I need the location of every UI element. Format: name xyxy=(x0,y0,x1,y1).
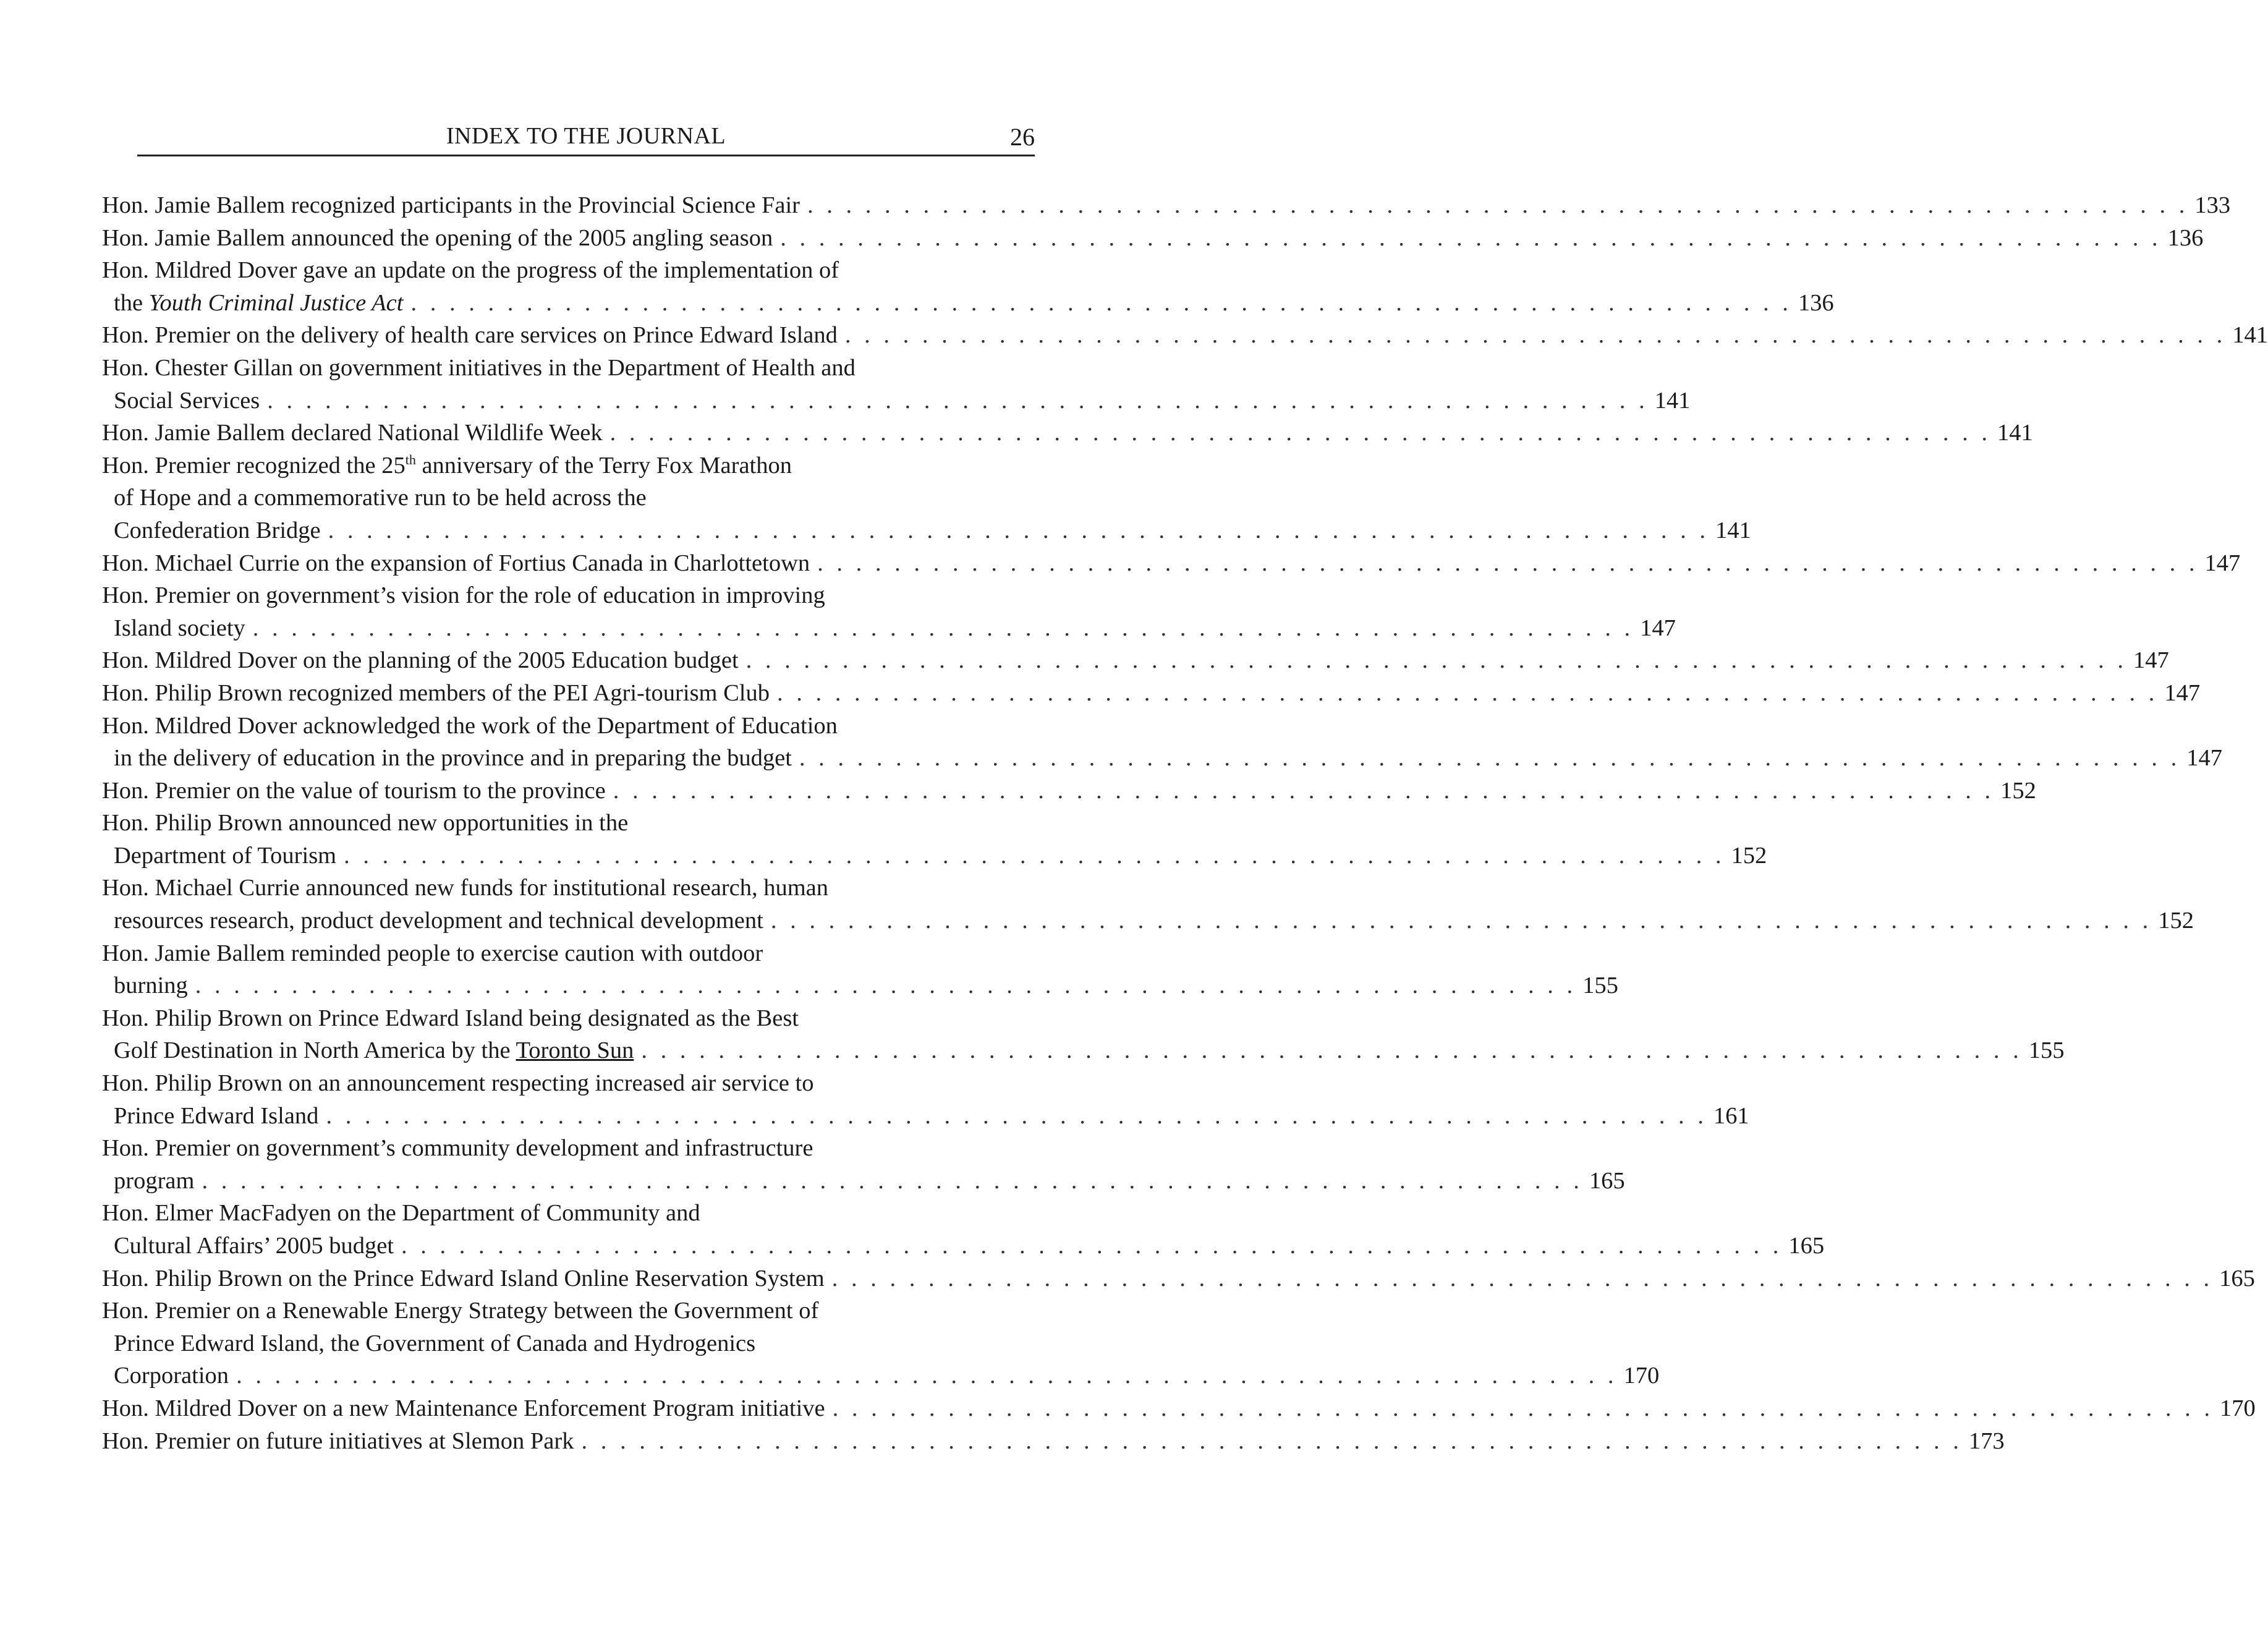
index-entry-line xyxy=(102,579,1035,612)
dot-leader: . . . . . . . . . . . . . . . . . . . . . . . . . . . . . . . . . . . . . . . . . . . . . . . . . . . . . . . . . . . . . . . . . . . . . . . . xyxy=(252,615,1634,641)
entry-text: Golf Destination in North America by the Toronto Sun xyxy=(114,1034,637,1067)
entry-text: program xyxy=(114,1165,198,1198)
entry-text: Social Services xyxy=(114,385,263,417)
index-entry xyxy=(102,449,1751,547)
index-entry xyxy=(102,222,2204,255)
dot-leader: . . . . . . . . . . . . . . . . . . . . . . . . . . . . . . . . . . . . . . . . . . . . . . . . . . . . . . . . . . . . . . . . . . . . . . . . xyxy=(770,908,2152,934)
index-entry-line xyxy=(102,1002,1035,1035)
index-entry xyxy=(102,1262,2255,1295)
index-entry-line xyxy=(102,482,1035,514)
index-entry xyxy=(102,1067,1749,1132)
entry-text: Hon. Premier on the delivery of health care services on Prince Edward Island xyxy=(102,319,841,352)
entry-page-number: 133 xyxy=(2192,189,2230,222)
entry-page-number: 155 xyxy=(2026,1034,2065,1067)
index-entry-line xyxy=(102,1034,2065,1067)
entry-text: burning xyxy=(114,969,192,1002)
entry-page-number: 155 xyxy=(1580,969,1618,1002)
index-entry xyxy=(102,547,2241,580)
entry-text: Department of Tourism xyxy=(114,840,340,872)
dot-leader: . . . . . . . . . . . . . . . . . . . . . . . . . . . . . . . . . . . . . . . . . . . . . . . . . . . . . . . . . . . . . . . . . . . . . . . . xyxy=(832,1395,2214,1421)
entry-text: Hon. Philip Brown announced new opportunities in the xyxy=(102,807,632,840)
index-entry-line xyxy=(102,1327,1035,1360)
index-entry xyxy=(102,1197,1825,1262)
entry-text: Hon. Jamie Ballem reminded people to exercise caution with outdoor xyxy=(102,937,767,970)
dot-leader: . . . . . . . . . . . . . . . . . . . . . . . . . . . . . . . . . . . . . . . . . . . . . . . . . . . . . . . . . . . . . . . . . . . . . . . . xyxy=(326,1102,1707,1129)
dot-leader: . . . . . . . . . . . . . . . . . . . . . . . . . . . . . . . . . . . . . . . . . . . . . . . . . . . . . . . . . . . . . . . . . . . . . . . . xyxy=(401,1233,1783,1259)
act-title: Youth Criminal Justice Act xyxy=(148,289,404,316)
entry-page-number: 170 xyxy=(1621,1360,1659,1392)
index-entry xyxy=(102,1392,2256,1425)
entry-page-number: 170 xyxy=(2217,1392,2256,1425)
index-entry xyxy=(102,1425,2005,1458)
entry-page-number: 152 xyxy=(1729,840,1767,872)
dot-leader: . . . . . . . . . . . . . . . . . . . . . . . . . . . . . . . . . . . . . . . . . . . . . . . . . . . . . . . . . . . . . . . . . . . . . . . . xyxy=(581,1428,1963,1454)
entry-page-number: 136 xyxy=(1796,287,1834,320)
index-entry xyxy=(102,1132,1625,1197)
entry-page-number: 161 xyxy=(1711,1100,1749,1133)
entry-text: Hon. Philip Brown on an announcement respecting increased air service to xyxy=(102,1067,817,1100)
index-entry-line xyxy=(102,1230,1825,1262)
entry-page-number: 141 xyxy=(1995,417,2033,449)
index-entry-line xyxy=(102,775,2036,807)
entry-text: Hon. Chester Gillan on government initiatives in the Department of Health and xyxy=(102,352,859,385)
index-entry xyxy=(102,872,2194,937)
entry-page-number: 147 xyxy=(2162,677,2200,710)
entry-page-number: 152 xyxy=(1998,775,2036,807)
index-entry-line xyxy=(102,189,2231,222)
dot-leader: . . . . . . . . . . . . . . . . . . . . . . . . . . . . . . . . . . . . . . . . . . . . . . . . . . . . . . . . . . . . . . . . . . . . . . . . xyxy=(807,192,2189,218)
entry-text: Hon. Elmer MacFadyen on the Department of Community and xyxy=(102,1197,704,1230)
page-number: 26 xyxy=(1010,123,1035,151)
index-entry-line xyxy=(102,417,2033,449)
entry-text: Confederation Bridge xyxy=(114,514,325,547)
entry-text: Prince Edward Island xyxy=(114,1100,322,1133)
entry-text: Hon. Michael Currie on the expansion of Fortius Canada in Charlottetown xyxy=(102,547,813,580)
entry-text: Island society xyxy=(114,612,249,645)
index-entry-line xyxy=(102,872,1035,904)
dot-leader: . . . . . . . . . . . . . . . . . . . . . . . . . . . . . . . . . . . . . . . . . . . . . . . . . . . . . . . . . . . . . . . . . . . . . . . . xyxy=(344,842,1725,869)
entry-text: Hon. Premier recognized the 25th anniversary of the Terry Fox Marathon xyxy=(102,449,796,482)
index-entry-line xyxy=(102,710,1035,743)
index-entry-line xyxy=(102,1425,2005,1458)
index-entry xyxy=(102,775,2036,807)
entry-text: Hon. Mildred Dover on a new Maintenance Enforcement Program initiative xyxy=(102,1392,829,1425)
dot-leader: . . . . . . . . . . . . . . . . . . . . . . . . . . . . . . . . . . . . . . . . . . . . . . . . . . . . . . . . . . . . . . . . . . . . . . . . xyxy=(328,517,1710,543)
entry-page-number: 147 xyxy=(2184,742,2222,775)
index-entry xyxy=(102,319,2268,352)
entry-text: Hon. Mildred Dover acknowledged the work of the Department of Education xyxy=(102,710,841,743)
dot-leader: . . . . . . . . . . . . . . . . . . . . . . . . . . . . . . . . . . . . . . . . . . . . . . . . . . . . . . . . . . . . . . . . . . . . . . . . xyxy=(780,224,2162,251)
index-entry-line xyxy=(102,969,1618,1002)
index-entry xyxy=(102,254,1834,319)
dot-leader: . . . . . . . . . . . . . . . . . . . . . . . . . . . . . . . . . . . . . . . . . . . . . . . . . . . . . . . . . . . . . . . . . . . . . . . . xyxy=(613,777,1995,804)
entry-text: Hon. Premier on future initiatives at Slemon Park xyxy=(102,1425,577,1458)
entry-page-number: 141 xyxy=(1713,514,1751,547)
index-entry-line xyxy=(102,1392,2256,1425)
index-entry-line xyxy=(102,385,1691,417)
entry-text: Hon. Philip Brown recognized members of the PEI Agri-tourism Club xyxy=(102,677,773,710)
index-entry xyxy=(102,807,1767,872)
dot-leader: . . . . . . . . . . . . . . . . . . . . . . . . . . . . . . . . . . . . . . . . . . . . . . . . . . . . . . . . . . . . . . . . . . . . . . . . xyxy=(844,322,2227,349)
dot-leader: . . . . . . . . . . . . . . . . . . . . . . . . . . . . . . . . . . . . . . . . . . . . . . . . . . . . . . . . . . . . . . . . . . . . . . . . xyxy=(745,647,2128,674)
index-entry-line xyxy=(102,840,1767,872)
index-entry xyxy=(102,644,2169,677)
dot-leader: . . . . . . . . . . . . . . . . . . . . . . . . . . . . . . . . . . . . . . . . . . . . . . . . . . . . . . . . . . . . . . . . . . . . . . . . xyxy=(410,289,1792,316)
entry-text: Hon. Jamie Ballem announced the opening of the 2005 angling season xyxy=(102,222,776,255)
entry-page-number: 152 xyxy=(2155,904,2194,937)
entry-text: the Youth Criminal Justice Act xyxy=(114,287,407,320)
entry-text: of Hope and a commemorative run to be held across the xyxy=(114,482,650,514)
entry-page-number: 147 xyxy=(1637,612,1676,645)
dot-leader: . . . . . . . . . . . . . . . . . . . . . . . . . . . . . . . . . . . . . . . . . . . . . . . . . . . . . . . . . . . . . . . . . . . . . . . . xyxy=(641,1037,2023,1064)
dot-leader: . . . . . . . . . . . . . . . . . . . . . . . . . . . . . . . . . . . . . . . . . . . . . . . . . . . . . . . . . . . . . . . . . . . . . . . . xyxy=(777,679,2159,706)
entry-page-number: 147 xyxy=(2131,644,2169,677)
dot-leader: . . . . . . . . . . . . . . . . . . . . . . . . . . . . . . . . . . . . . . . . . . . . . . . . . . . . . . . . . . . . . . . . . . . . . . . . xyxy=(236,1363,1618,1389)
index-entry xyxy=(102,579,1676,644)
entry-text: Hon. Premier on the value of tourism to the province xyxy=(102,775,609,807)
dot-leader: . . . . . . . . . . . . . . . . . . . . . . . . . . . . . . . . . . . . . . . . . . . . . . . . . . . . . . . . . . . . . . . . . . . . . . . . xyxy=(267,387,1649,414)
dot-leader: . . . . . . . . . . . . . . . . . . . . . . . . . . . . . . . . . . . . . . . . . . . . . . . . . . . . . . . . . . . . . . . . . . . . . . . . xyxy=(609,420,1992,446)
index-entry-line xyxy=(102,352,1035,385)
entry-text: Hon. Michael Currie announced new funds for institutional research, human xyxy=(102,872,832,904)
entry-page-number: 165 xyxy=(1587,1165,1625,1198)
entry-text: Corporation xyxy=(114,1360,232,1392)
index-entry xyxy=(102,417,2033,449)
index-entry-line xyxy=(102,677,2201,710)
index-entries xyxy=(102,189,2268,1457)
entry-page-number: 141 xyxy=(1652,385,1691,417)
dot-leader: . . . . . . . . . . . . . . . . . . . . . . . . . . . . . . . . . . . . . . . . . . . . . . . . . . . . . . . . . . . . . . . . . . . . . . . . xyxy=(195,972,1577,999)
index-entry-line xyxy=(102,1295,1035,1327)
entry-text: Cultural Affairs’ 2005 budget xyxy=(114,1230,397,1262)
index-entry-line xyxy=(102,1360,1660,1392)
index-entry-line xyxy=(102,222,2204,255)
index-entry-line xyxy=(102,937,1035,970)
entry-text: in the delivery of education in the province and in preparing the budget xyxy=(114,742,796,775)
dot-leader: . . . . . . . . . . . . . . . . . . . . . . . . . . . . . . . . . . . . . . . . . . . . . . . . . . . . . . . . . . . . . . . . . . . . . . . . xyxy=(817,550,2199,576)
entry-text: Hon. Premier on government’s community development and infrastructure xyxy=(102,1132,817,1165)
entry-page-number: 136 xyxy=(2165,222,2204,255)
entry-text: Hon. Mildred Dover on the planning of the 2005 Education budget xyxy=(102,644,742,677)
index-entry xyxy=(102,937,1618,1002)
index-entry-line xyxy=(102,319,2268,352)
index-entry-line xyxy=(102,644,2169,677)
index-entry xyxy=(102,677,2201,710)
entry-page-number: 141 xyxy=(2230,319,2268,352)
index-entry-line xyxy=(102,1262,2255,1295)
index-entry-line xyxy=(102,612,1676,645)
index-entry-line xyxy=(102,807,1035,840)
index-entry xyxy=(102,710,2223,775)
entry-text: resources research, product development and technical development xyxy=(114,904,767,937)
index-entry-line xyxy=(102,742,2223,775)
index-entry-line xyxy=(102,904,2194,937)
dot-leader: . . . . . . . . . . . . . . . . . . . . . . . . . . . . . . . . . . . . . . . . . . . . . . . . . . . . . . . . . . . . . . . . . . . . . . . . xyxy=(202,1167,1583,1194)
entry-text: Hon. Philip Brown on Prince Edward Island being designated as the Best xyxy=(102,1002,802,1035)
entry-text: Hon. Premier on a Renewable Energy Strategy between the Government of xyxy=(102,1295,822,1327)
entry-page-number: 165 xyxy=(2217,1262,2255,1295)
index-entry-line xyxy=(102,1165,1625,1198)
index-entry xyxy=(102,1002,2065,1067)
dot-leader: . . . . . . . . . . . . . . . . . . . . . . . . . . . . . . . . . . . . . . . . . . . . . . . . . . . . . . . . . . . . . . . . . . . . . . . . xyxy=(799,745,2181,772)
entry-text: Hon. Jamie Ballem declared National Wildlife Week xyxy=(102,417,606,449)
entry-text: Hon. Philip Brown on the Prince Edward Island Online Reservation System xyxy=(102,1262,828,1295)
entry-text: Hon. Premier on government’s vision for the role of education in improving xyxy=(102,579,829,612)
entry-text: Hon. Jamie Ballem recognized participants in the Provincial Science Fair xyxy=(102,189,804,222)
entry-page-number: 173 xyxy=(1966,1425,2005,1458)
entry-text: Hon. Mildred Dover gave an update on the progress of the implementation of xyxy=(102,254,843,287)
entry-page-number: 147 xyxy=(2202,547,2241,580)
publication-title: Toronto Sun xyxy=(516,1037,634,1064)
index-entry-line xyxy=(102,449,1035,482)
index-entry-line xyxy=(102,287,1834,320)
index-entry-line xyxy=(102,1197,1035,1230)
index-entry-line xyxy=(102,514,1751,547)
index-entry xyxy=(102,1295,1660,1392)
page-title: INDEX TO THE JOURNAL xyxy=(446,123,726,149)
index-entry xyxy=(102,189,2231,222)
entry-text: Prince Edward Island, the Government of Canada and Hydrogenics xyxy=(114,1327,759,1360)
index-entry-line xyxy=(102,254,1035,287)
page-header xyxy=(137,121,1035,156)
index-entry-line xyxy=(102,1132,1035,1165)
entry-page-number: 165 xyxy=(1786,1230,1824,1262)
index-entry xyxy=(102,352,1691,417)
dot-leader: . . . . . . . . . . . . . . . . . . . . . . . . . . . . . . . . . . . . . . . . . . . . . . . . . . . . . . . . . . . . . . . . . . . . . . . . xyxy=(831,1265,2214,1292)
index-entry-line xyxy=(102,547,2241,580)
index-entry-line xyxy=(102,1100,1749,1133)
index-entry-line xyxy=(102,1067,1035,1100)
